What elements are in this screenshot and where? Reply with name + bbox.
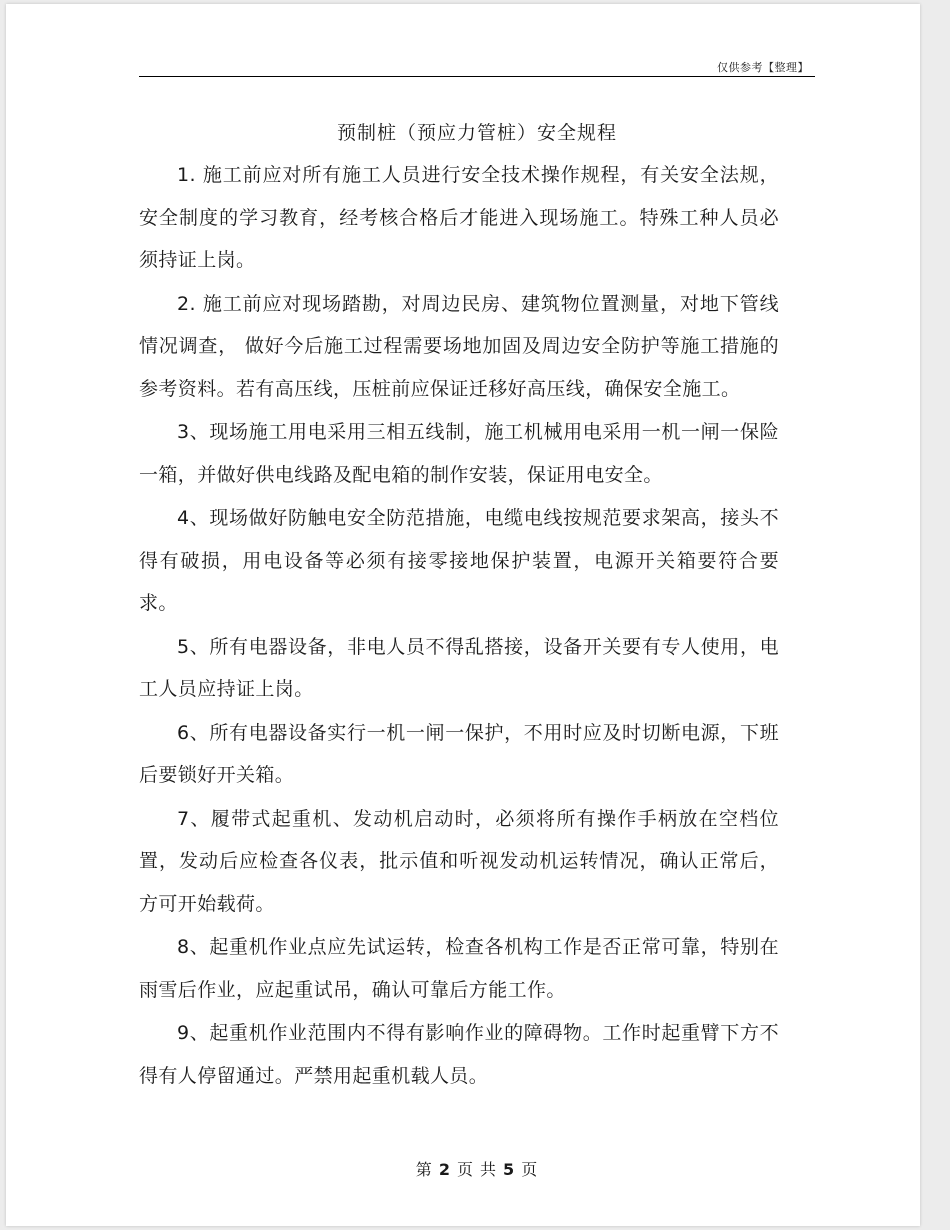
header-divider <box>139 76 815 77</box>
page-footer <box>139 1157 815 1180</box>
paragraph-6: 6、所有电器设备实行一机一闸一保护，不用时应及时切断电源，下班后要锁好开关箱。 <box>139 721 779 786</box>
current-page-number: 2 <box>438 1160 451 1179</box>
footer-middle: 页 共 <box>456 1160 498 1179</box>
paragraph-4: 4、现场做好防触电安全防范措施，电缆电线按规范要求架高，接头不得有破损，用电设备等必须有接零接地保护装置，电源开关箱要符合要求。 <box>139 507 779 614</box>
paragraph-7: 7、履带式起重机、发动机启动时，必须将所有操作手柄放在空档位置，发动后应检查各仪表，批示值和听视发动机运转情况，确认正常后，方可开始载荷。 <box>139 807 779 915</box>
paragraph-1: 1. 施工前应对所有施工人员进行安全技术操作规程，有关安全法规，安全制度的学习教育，经考核合格后才能进入现场施工。特殊工种人员必须持证上岗。 <box>139 164 779 271</box>
paragraph-5: 5、所有电器设备，非电人员不得乱搭接，设备开关要有专人使用，电工人员应持证上岗。 <box>139 635 779 700</box>
document-body <box>139 154 779 1098</box>
paragraph-3: 3、现场施工用电采用三相五线制，施工机械用电采用一机一闸一保险一箱，并做好供电线路及配电箱的制作安装，保证用电安全。 <box>139 421 779 486</box>
paragraph-2: 2. 施工前应对现场踏勘，对周边民房、建筑物位置测量，对地下管线情况调查， 做好今后施工过程需要场地加固及周边安全防护等施工措施的参考资料。若有高压线，压桩前应保证迁移好高压线，确保安全施工。 <box>139 292 779 400</box>
footer-suffix: 页 <box>521 1160 539 1179</box>
header-note: 仅供参考【整理】 <box>717 61 809 74</box>
document-page <box>6 4 920 1226</box>
paragraph-8: 8、起重机作业点应先试运转，检查各机构工作是否正常可靠，特别在雨雪后作业，应起重试吊，确认可靠后方能工作。 <box>139 936 779 1001</box>
total-page-count: 5 <box>503 1160 516 1179</box>
document-title: 预制桩（预应力管桩）安全规程 <box>336 122 617 144</box>
paragraph-9: 9、起重机作业范围内不得有影响作业的障碍物。工作时起重臂下方不得有人停留通过。严禁用起重机载人员。 <box>139 1022 779 1087</box>
footer-prefix: 第 <box>415 1160 433 1179</box>
